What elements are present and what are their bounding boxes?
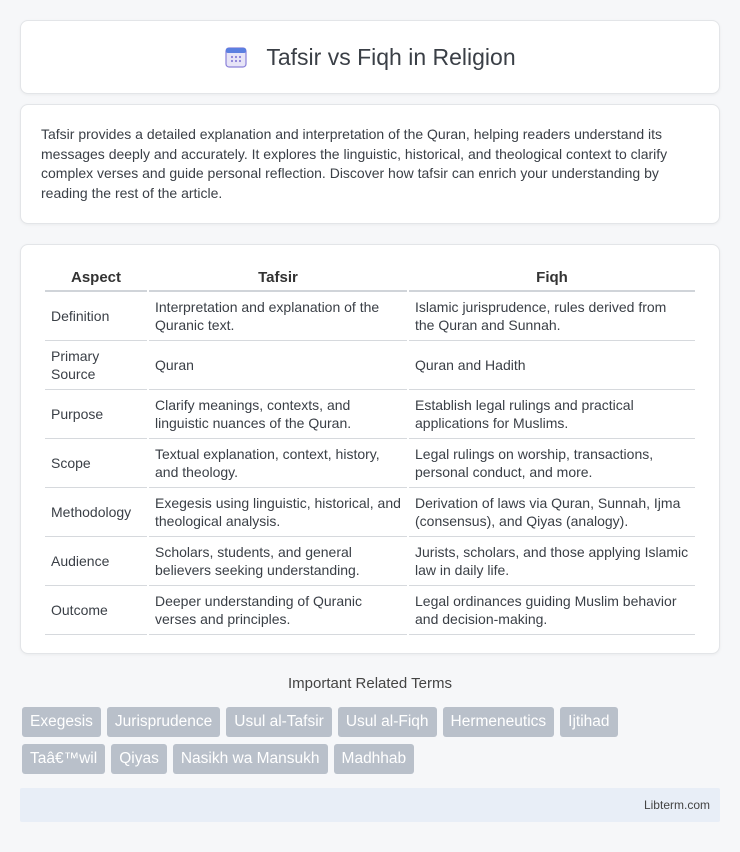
tag-usul-al-tafsir[interactable]: Usul al-Tafsir	[226, 707, 332, 737]
tafsir-cell: Clarify meanings, contexts, and linguistic nuances of the Quran.	[149, 390, 407, 439]
header-tafsir: Tafsir	[149, 265, 407, 292]
header-aspect: Aspect	[45, 265, 147, 292]
footer	[20, 788, 720, 822]
table-row	[45, 390, 695, 439]
tag-tawil[interactable]: Taâ€™wil	[22, 744, 105, 774]
fiqh-cell: Islamic jurisprudence, rules derived from the Quran and Sunnah.	[409, 292, 695, 341]
tafsir-cell: Interpretation and explanation of the Quranic text.	[149, 292, 407, 341]
tag-exegesis[interactable]: Exegesis	[22, 707, 101, 737]
footer-site-link[interactable]: Libterm.com	[643, 798, 710, 812]
related-terms-title: Important Related Terms	[288, 675, 452, 692]
tag-qiyas[interactable]: Qiyas	[111, 744, 167, 774]
aspect-cell: Audience	[45, 537, 147, 586]
tag-jurisprudence[interactable]: Jurisprudence	[107, 707, 220, 737]
fiqh-cell: Jurists, scholars, and those applying Islamic law in daily life.	[409, 537, 695, 586]
tag-usul-al-fiqh[interactable]: Usul al-Fiqh	[338, 707, 437, 737]
aspect-cell: Outcome	[45, 586, 147, 635]
calendar-icon	[224, 45, 248, 69]
fiqh-cell: Derivation of laws via Quran, Sunnah, Ijma (consensus), and Qiyas (analogy).	[409, 488, 695, 537]
tafsir-cell: Exegesis using linguistic, historical, and theological analysis.	[149, 488, 407, 537]
aspect-cell: Definition	[45, 292, 147, 341]
tafsir-cell: Deeper understanding of Quranic verses and principles.	[149, 586, 407, 635]
tag-nasikh-wa-mansukh[interactable]: Nasikh wa Mansukh	[173, 744, 328, 774]
table-row	[45, 292, 695, 341]
aspect-cell: Methodology	[45, 488, 147, 537]
comparison-table	[43, 265, 697, 635]
table-row	[45, 439, 695, 488]
table-row	[45, 341, 695, 390]
header-card	[20, 20, 720, 94]
page-title: Tafsir vs Fiqh in Religion	[266, 43, 516, 70]
table-row	[45, 586, 695, 635]
comparison-card	[20, 244, 720, 654]
header-fiqh: Fiqh	[409, 265, 695, 292]
tafsir-cell: Textual explanation, context, history, and theology.	[149, 439, 407, 488]
aspect-cell: Scope	[45, 439, 147, 488]
fiqh-cell: Legal rulings on worship, transactions, personal conduct, and more.	[409, 439, 695, 488]
aspect-cell: Primary Source	[45, 341, 147, 390]
related-terms-list	[22, 707, 702, 774]
tag-madhhab[interactable]: Madhhab	[334, 744, 415, 774]
fiqh-cell: Quran and Hadith	[409, 341, 695, 390]
tafsir-cell: Scholars, students, and general believers seeking understanding.	[149, 537, 407, 586]
table-row	[45, 488, 695, 537]
tafsir-cell: Quran	[149, 341, 407, 390]
table-row	[45, 537, 695, 586]
fiqh-cell: Legal ordinances guiding Muslim behavior and decision-making.	[409, 586, 695, 635]
tag-hermeneutics[interactable]: Hermeneutics	[443, 707, 555, 737]
tag-ijtihad[interactable]: Ijtihad	[560, 707, 617, 737]
aspect-cell: Purpose	[45, 390, 147, 439]
table-header-row	[45, 265, 695, 292]
intro-text: Tafsir provides a detailed explanation and interpretation of the Quran, helping readers understand its messages deeply and accurately. It explores the linguistic, historical, and theological context to clarify complex verses and guide personal reflection. Discover how tafsir can enrich your understanding by reading the rest of the article.	[41, 126, 668, 201]
intro-card	[20, 104, 720, 224]
fiqh-cell: Establish legal rulings and practical applications for Muslims.	[409, 390, 695, 439]
